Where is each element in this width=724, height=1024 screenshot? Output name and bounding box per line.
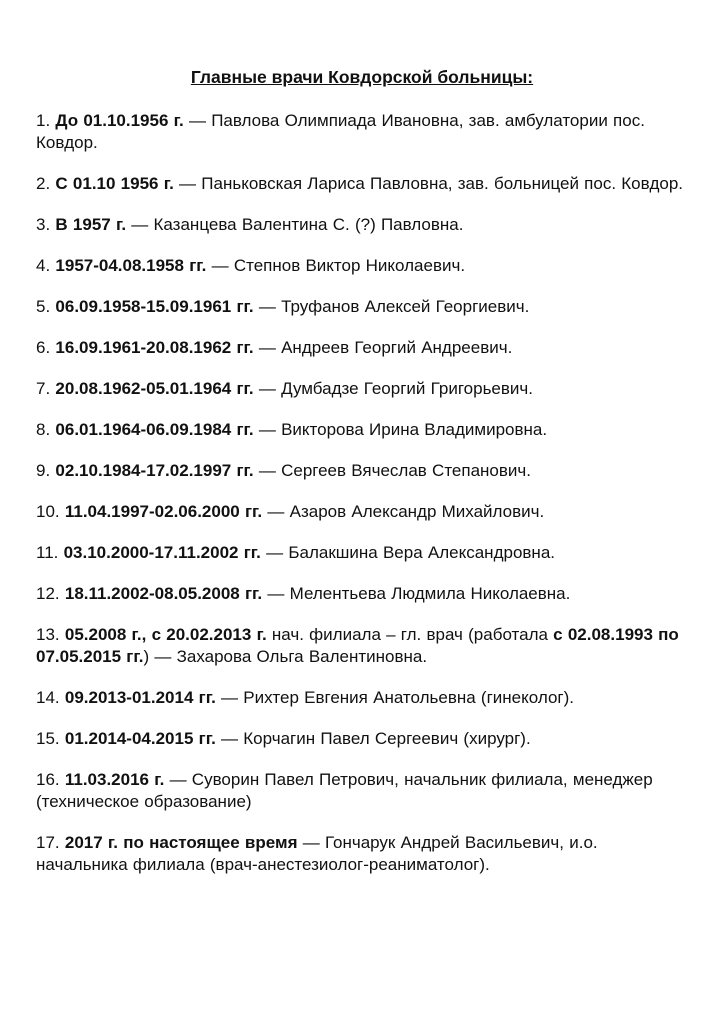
document-title <box>36 66 688 88</box>
entry-period-bold: 18.11.2002-08.05.2008 гг. <box>64 584 263 603</box>
doctor-entry-11 <box>36 542 688 564</box>
doctors-list <box>36 110 688 876</box>
entry-period-bold: 03.10.2000-17.11.2002 гг. <box>63 543 261 562</box>
entry-text: — Паньковская Лариса Павловна, зав. больницей пос. Ковдор. <box>173 174 684 193</box>
doctor-entry-3 <box>36 214 688 236</box>
entry-text: — Думбадзе Георгий Григорьевич. <box>253 379 533 398</box>
entry-text: ) — Захарова Ольга Валентиновна. <box>143 647 428 666</box>
entry-period-bold: 09.2013-01.2014 гг. <box>64 688 216 707</box>
entry-text: 1. <box>36 111 56 130</box>
entry-text: — Казанцева Валентина С. (?) Павловна. <box>126 215 464 234</box>
entry-text: — Азаров Александр Михайлович. <box>262 502 545 521</box>
entry-text: 4. <box>36 256 56 275</box>
doctor-entry-16 <box>36 769 688 813</box>
entry-text: — Балакшина Вера Александровна. <box>260 543 555 562</box>
entry-text: — Павлова Олимпиада Ивановна, зав. амбулатории пос. Ковдор. <box>36 111 645 152</box>
entry-text: 3. <box>36 215 56 234</box>
entry-text: 6. <box>36 338 56 357</box>
entry-text: — Викторова Ирина Владимировна. <box>253 420 548 439</box>
entry-text: — Степнов Виктор Николаевич. <box>206 256 466 275</box>
entry-text: нач. филиала – гл. врач (работала <box>266 625 554 644</box>
entry-text: 13. <box>36 625 65 644</box>
entry-text: 16. <box>36 770 65 789</box>
doctor-entry-17 <box>36 832 688 876</box>
entry-text: — Корчагин Павел Сергеевич (хирург). <box>215 729 531 748</box>
entry-period-bold: 01.2014-04.2015 гг. <box>64 729 216 748</box>
entry-text: — Труфанов Алексей Георгиевич. <box>253 297 530 316</box>
entry-text: 11. <box>36 543 64 562</box>
doctor-entry-9 <box>36 460 688 482</box>
entry-text: 10. <box>36 502 65 521</box>
entry-text: 15. <box>36 729 65 748</box>
entry-period-bold: с 02.08.1993 по 07.05.2015 гг. <box>36 625 679 666</box>
entry-period-bold: 1957-04.08.1958 гг. <box>55 256 207 275</box>
entry-text: 2. <box>36 174 56 193</box>
doctor-entry-7 <box>36 378 688 400</box>
entry-period-bold: До 01.10.1956 г. <box>55 111 184 130</box>
entry-text: 9. <box>36 461 56 480</box>
entry-text: 7. <box>36 379 56 398</box>
doctor-entry-6 <box>36 337 688 359</box>
entry-period-bold: 06.01.1964-06.09.1984 гг. <box>55 420 254 439</box>
doctor-entry-1 <box>36 110 688 154</box>
entry-period-bold: 16.09.1961-20.08.1962 гг. <box>55 338 254 357</box>
doctor-entry-10 <box>36 501 688 523</box>
entry-text: — Гончарук Андрей Васильевич, и.о. начальника филиала (врач-анестезиолог-реаниматолог). <box>36 833 598 874</box>
entry-text: — Сергеев Вячеслав Степанович. <box>253 461 531 480</box>
entry-text: 8. <box>36 420 56 439</box>
entry-text: 14. <box>36 688 65 707</box>
doctor-entry-14 <box>36 687 688 709</box>
doctor-entry-13 <box>36 624 688 668</box>
entry-period-bold: 05.2008 г., с 20.02.2013 г. <box>64 625 267 644</box>
doctor-entry-4 <box>36 255 688 277</box>
entry-period-bold: 2017 г. по настоящее время <box>64 833 298 852</box>
entry-text: — Суворин Павел Петрович, начальник филиала, менеджер (техническое образование) <box>36 770 653 811</box>
entry-text: — Мелентьева Людмила Николаевна. <box>262 584 571 603</box>
doctor-entry-12 <box>36 583 688 605</box>
entry-period-bold: 06.09.1958-15.09.1961 гг. <box>55 297 254 316</box>
doctor-entry-8 <box>36 419 688 441</box>
entry-text: 5. <box>36 297 56 316</box>
entry-text: 12. <box>36 584 65 603</box>
doctor-entry-15 <box>36 728 688 750</box>
document-title-text: Главные врачи Ковдорской больницы: <box>190 67 534 87</box>
entry-text: 17. <box>36 833 65 852</box>
entry-text: — Рихтер Евгения Анатольевна (гинеколог). <box>215 688 574 707</box>
doctor-entry-2 <box>36 173 688 195</box>
entry-text: — Андреев Георгий Андреевич. <box>253 338 513 357</box>
entry-period-bold: С 01.10 1956 г. <box>55 174 174 193</box>
doctor-entry-5 <box>36 296 688 318</box>
entry-period-bold: 11.03.2016 г. <box>64 770 165 789</box>
entry-period-bold: 20.08.1962-05.01.1964 гг. <box>55 379 254 398</box>
entry-period-bold: 11.04.1997-02.06.2000 гг. <box>64 502 263 521</box>
entry-period-bold: В 1957 г. <box>55 215 127 234</box>
entry-period-bold: 02.10.1984-17.02.1997 гг. <box>55 461 254 480</box>
